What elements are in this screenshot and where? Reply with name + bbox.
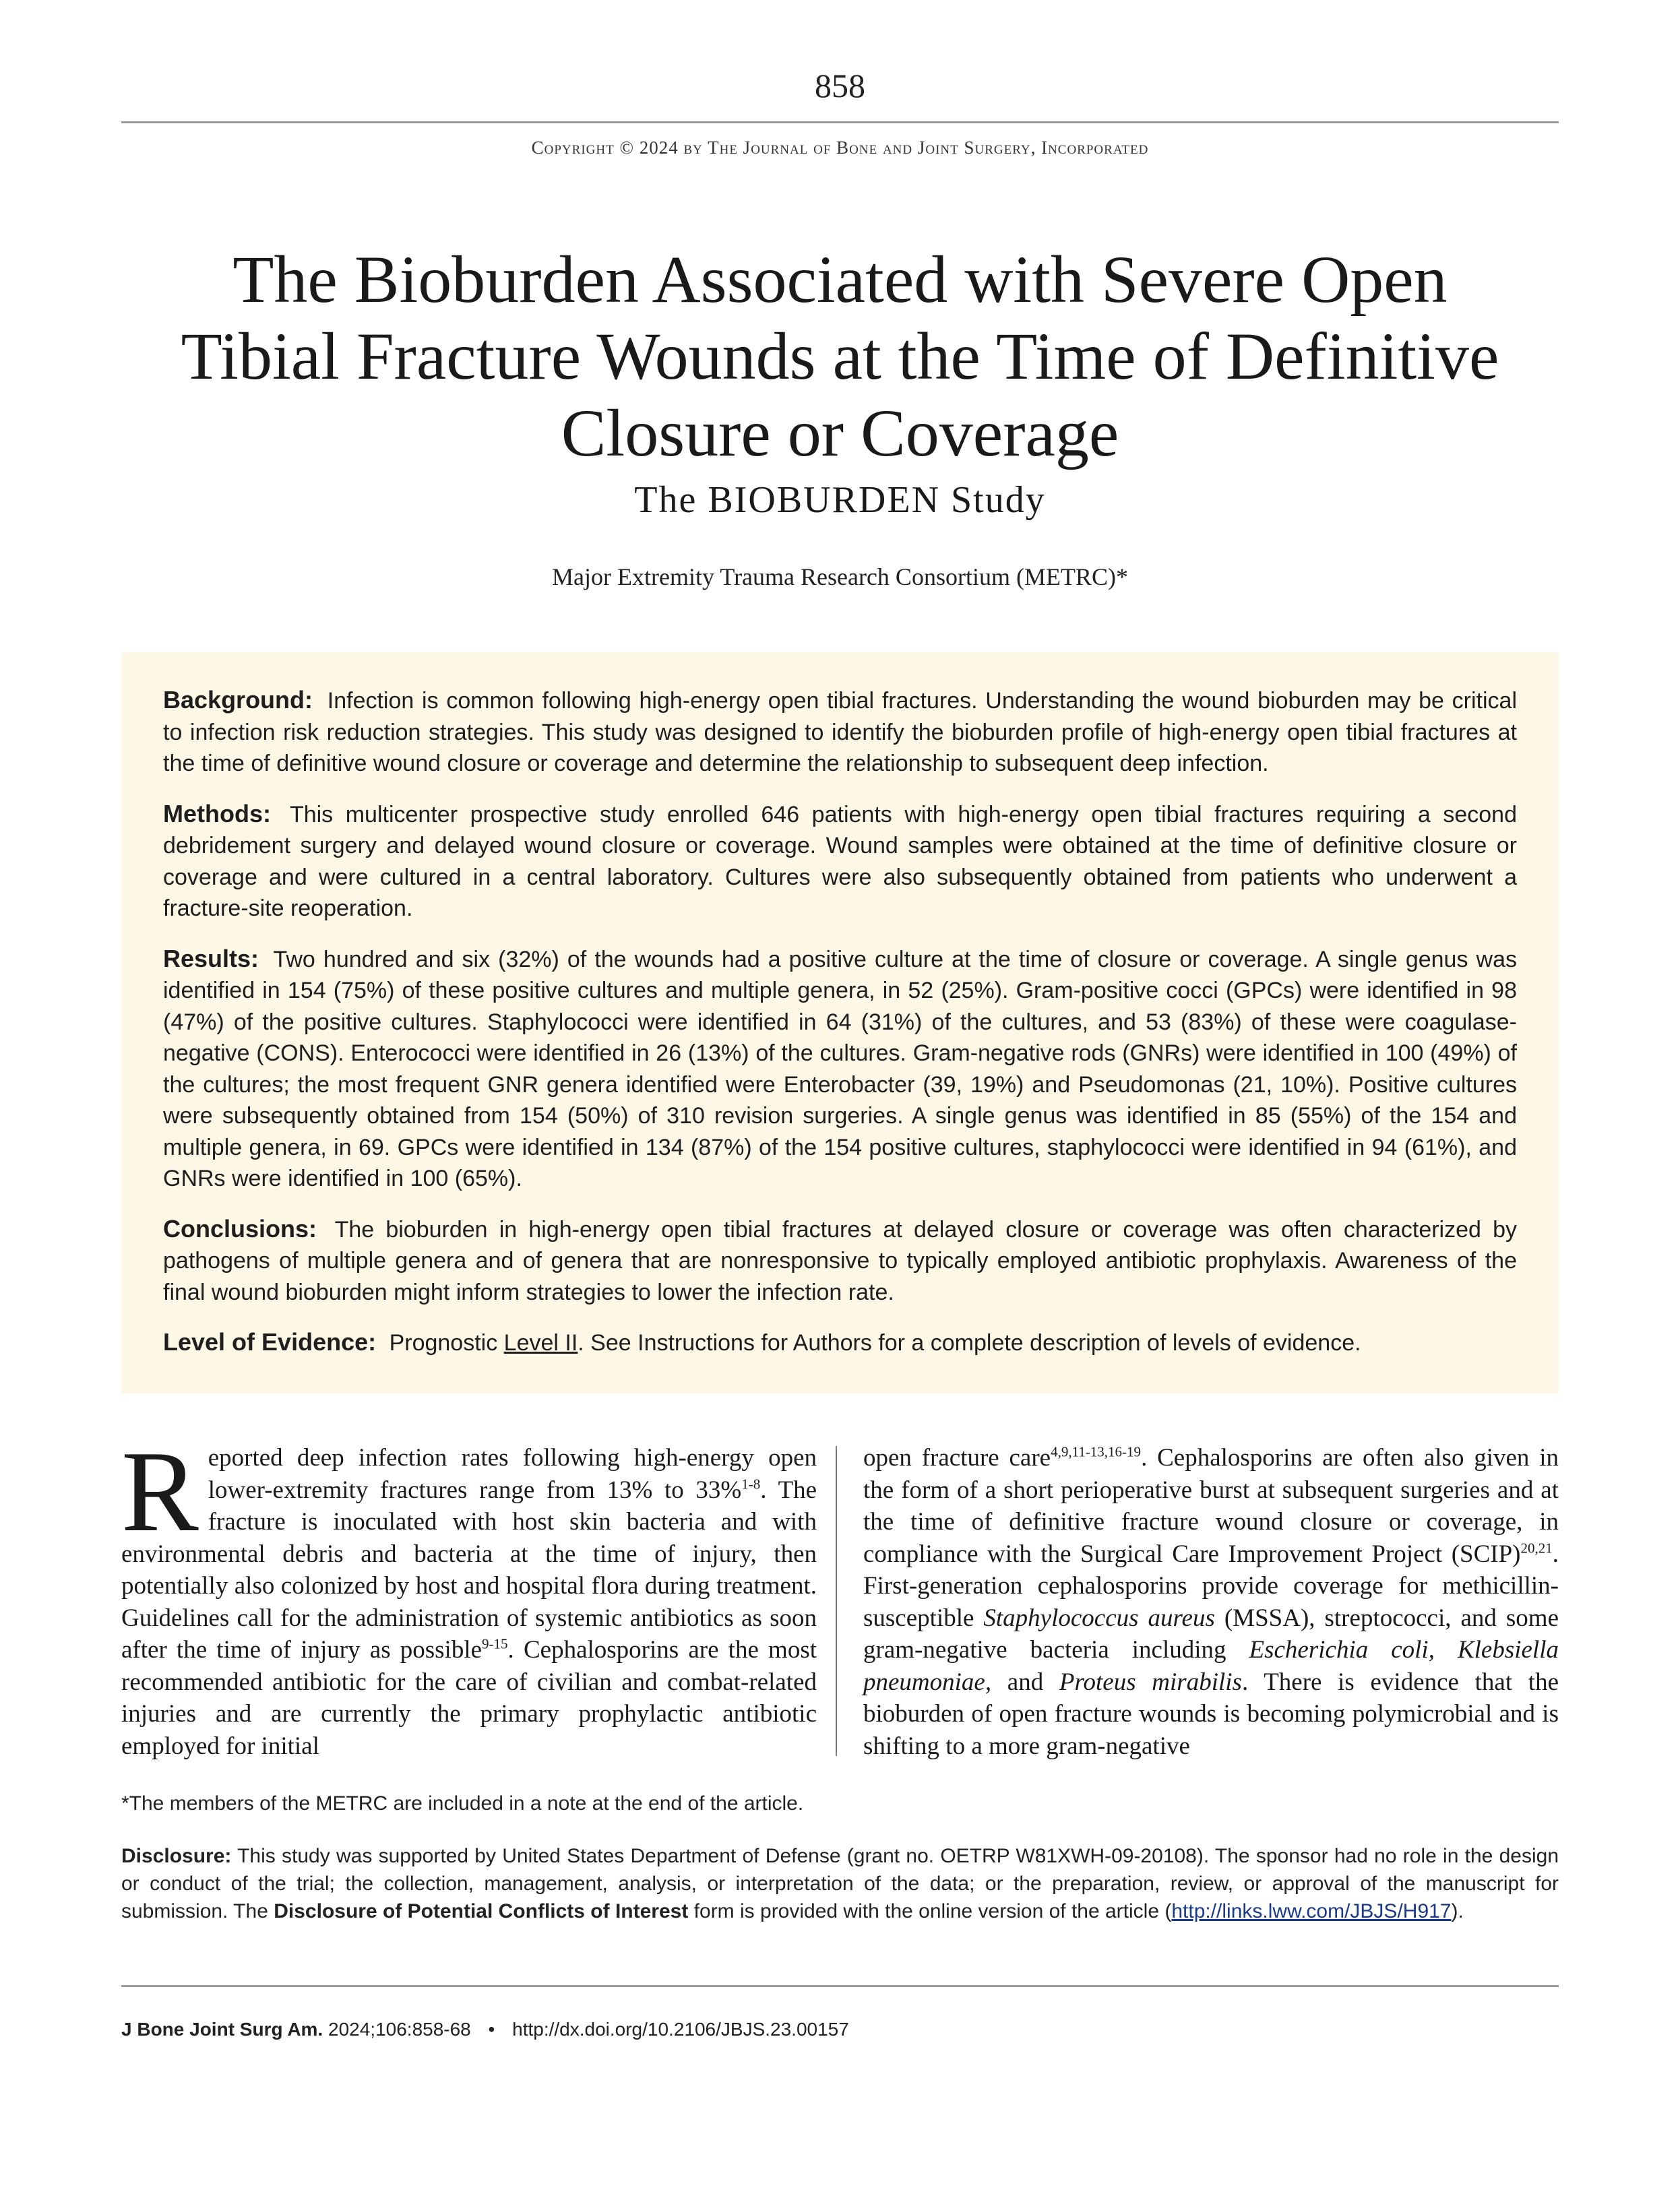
- abstract-box: [121, 652, 1559, 1393]
- title-line-1: The Bioburden Associated with Severe Open: [232, 242, 1448, 317]
- reference-citation[interactable]: 4,9,11-13,16-19: [1051, 1443, 1142, 1460]
- body-right-text-6: . There is evidence that the bioburden of open fracture wounds is becoming polymicrobial and is shifting to a more gram-negative: [863, 1668, 1559, 1760]
- abstract-conclusions-text: The bioburden in high-energy open tibial fractures at delayed closure or coverage was often characterized by pathogens of multiple genera and of genera that are nonresponsive to typically employed antibiotic prophylaxis. Awareness of the final wound bioburden might inform strategies to lower the infection rate.: [163, 1216, 1517, 1305]
- drop-cap: R: [121, 1428, 199, 1556]
- disclosure-link[interactable]: http://links.lww.com/JBJS/H917: [1171, 1900, 1452, 1922]
- body-left-text-1: eported deep infection rates following high-energy open lower-extremity fractures range from 13% to 33%: [208, 1444, 817, 1504]
- disclosure-text-3: ).: [1451, 1900, 1464, 1922]
- article-title: [121, 241, 1559, 472]
- body-left-text-2: . The fracture is inoculated with host skin bacteria and with environmental debris and bacteria at the time of injury, then potentially also colonized by host and hospital flora during treatment. Guidelines call for the administration of systemic antibiotics as soon after the time of injury as possible: [121, 1476, 817, 1664]
- abstract-conclusions: [163, 1214, 1517, 1309]
- body-left-text-3: . Cephalosporins are the most recommended antibiotic for the care of civilian and combat-related injuries and are currently the primary prophylactic antibiotic employed for initial: [121, 1636, 817, 1760]
- abstract-results-heading: Results:: [163, 944, 259, 972]
- reference-citation[interactable]: 20,21: [1520, 1540, 1553, 1557]
- members-footnote: *The members of the METRC are included in a note at the end of the article.: [121, 1792, 804, 1815]
- reference-citation[interactable]: 9-15: [482, 1635, 508, 1652]
- title-line-3: Closure or Coverage: [561, 396, 1119, 470]
- body-right-text-1: open fracture care: [863, 1444, 1051, 1472]
- body-column-left: [121, 1428, 817, 1762]
- journal-volume: 2024;106:858-68: [328, 2019, 471, 2040]
- level-of-evidence-heading: Level of Evidence:: [163, 1328, 377, 1356]
- abstract-background: [163, 685, 1517, 780]
- page-number: 858: [815, 67, 865, 104]
- disclosure-heading: Disclosure:: [121, 1845, 232, 1867]
- abstract-conclusions-heading: Conclusions:: [163, 1214, 317, 1243]
- body-column-right: [863, 1442, 1559, 1762]
- level-of-evidence-suffix: . See Instructions for Authors for a complete description of levels of evidence.: [578, 1330, 1361, 1356]
- body-right-text-2: . Cephalosporins are often also given in the form of a short perioperative burst at subsequent surgeries and at the time of definitive fracture wound closure or coverage, in compliance with the Surgical Care Improvement Project (SCIP): [863, 1444, 1559, 1568]
- author-line: Major Extremity Trauma Research Consortium (METRC)*: [552, 563, 1128, 590]
- abstract-methods-text: This multicenter prospective study enrolled 646 patients with high-energy open tibial fractures requiring a second debridement surgery and delayed wound closure or coverage. Wound samples were obtained at the time of definitive closure or coverage and were cultured in a central laboratory. Cultures were also subsequently obtained from patients who underwent a fracture-site reoperation.: [163, 801, 1517, 921]
- disclosure-text-1: This study was supported by United States Department of Defense (grant no. OETRP W81XWH-09-20108). The sponsor had no role in the design or conduct of the trial; the collection, management, analysis, or interpretation of the data; or the preparation, review, or approval of the manuscript for submission. The: [121, 1845, 1559, 1922]
- body-right-text-4: (MSSA), streptococci, and some gram-negative bacteria including: [863, 1604, 1559, 1664]
- abstract-background-heading: Background:: [163, 686, 313, 714]
- doi-link[interactable]: http://dx.doi.org/10.2106/JBJS.23.00157: [512, 2019, 849, 2040]
- disclosure-coi-bold: Disclosure of Potential Conflicts of Interest: [274, 1900, 689, 1922]
- abstract-results: [163, 943, 1517, 1195]
- body-right-text-3: . First-generation cephalosporins provide coverage for methicillin-susceptible: [863, 1540, 1559, 1632]
- level-of-evidence-prefix: Prognostic: [389, 1330, 498, 1356]
- article-subtitle: The BIOBURDEN Study: [634, 479, 1046, 521]
- reference-citation[interactable]: 1-8: [741, 1476, 761, 1493]
- abstract-methods: [163, 798, 1517, 924]
- bullet-separator: •: [488, 2019, 495, 2040]
- abstract-results-text: Two hundred and six (32%) of the wounds had a positive culture at the time of closure or coverage. A single genus was identified in 154 (75%) of these positive cultures and multiple genera, in 52 (25%). Gram-positive cocci (GPCs) were identified in 98 (47%) of the positive cultures. Staphylococci were identified in 64 (31%) of the cultures, and 53 (83%) of these were coagulase-negative (CONS). Enterococci were identified in 26 (13%) of the cultures. Gram-negative rods (GNRs) were identified in 100 (49%) of the cultures; the most frequent GNR genera identified were Enterobacter (39, 19%) and Pseudomonas (21, 10%). Positive cultures were subsequently obtained from 154 (50%) of 310 revision surgeries. A single genus was identified in 85 (55%) of the 154 and multiple genera, in 69. GPCs were identified in 134 (87%) of the 154 positive cultures, staphylococci were identified in 94 (61%), and GNRs were identified in 100 (65%).: [163, 946, 1517, 1191]
- species-name: Proteus mirabilis: [1059, 1668, 1242, 1696]
- journal-name: J Bone Joint Surg Am.: [121, 2019, 323, 2040]
- disclosure-note: [121, 1842, 1559, 1925]
- journal-citation: [121, 2019, 849, 2040]
- abstract-level-of-evidence: [163, 1327, 1517, 1359]
- footer-divider: [121, 1985, 1559, 1987]
- copyright-line: Copyright © 2024 by The Journal of Bone and Joint Surgery, Incorporated: [531, 137, 1149, 158]
- title-line-2: Tibial Fracture Wounds at the Time of Definitive: [181, 319, 1499, 394]
- column-divider: [836, 1446, 837, 1756]
- header-divider: [121, 121, 1559, 123]
- disclosure-text-2: form is provided with the online version of the article (: [693, 1900, 1172, 1922]
- abstract-methods-heading: Methods:: [163, 799, 271, 827]
- species-names: Escherichia coli, Klebsiella pneumoniae,: [863, 1636, 1559, 1696]
- abstract-background-text: Infection is common following high-energy open tibial fractures. Understanding the wound bioburden may be critical to infection risk reduction strategies. This study was designed to identify the bioburden profile of high-energy open tibial fractures at the time of definitive wound closure or coverage and determine the relationship to subsequent deep infection.: [163, 688, 1517, 776]
- level-of-evidence-link[interactable]: Level II: [503, 1330, 578, 1356]
- species-name: Staphylococcus aureus: [983, 1604, 1215, 1632]
- body-right-text-5: and: [991, 1668, 1059, 1696]
